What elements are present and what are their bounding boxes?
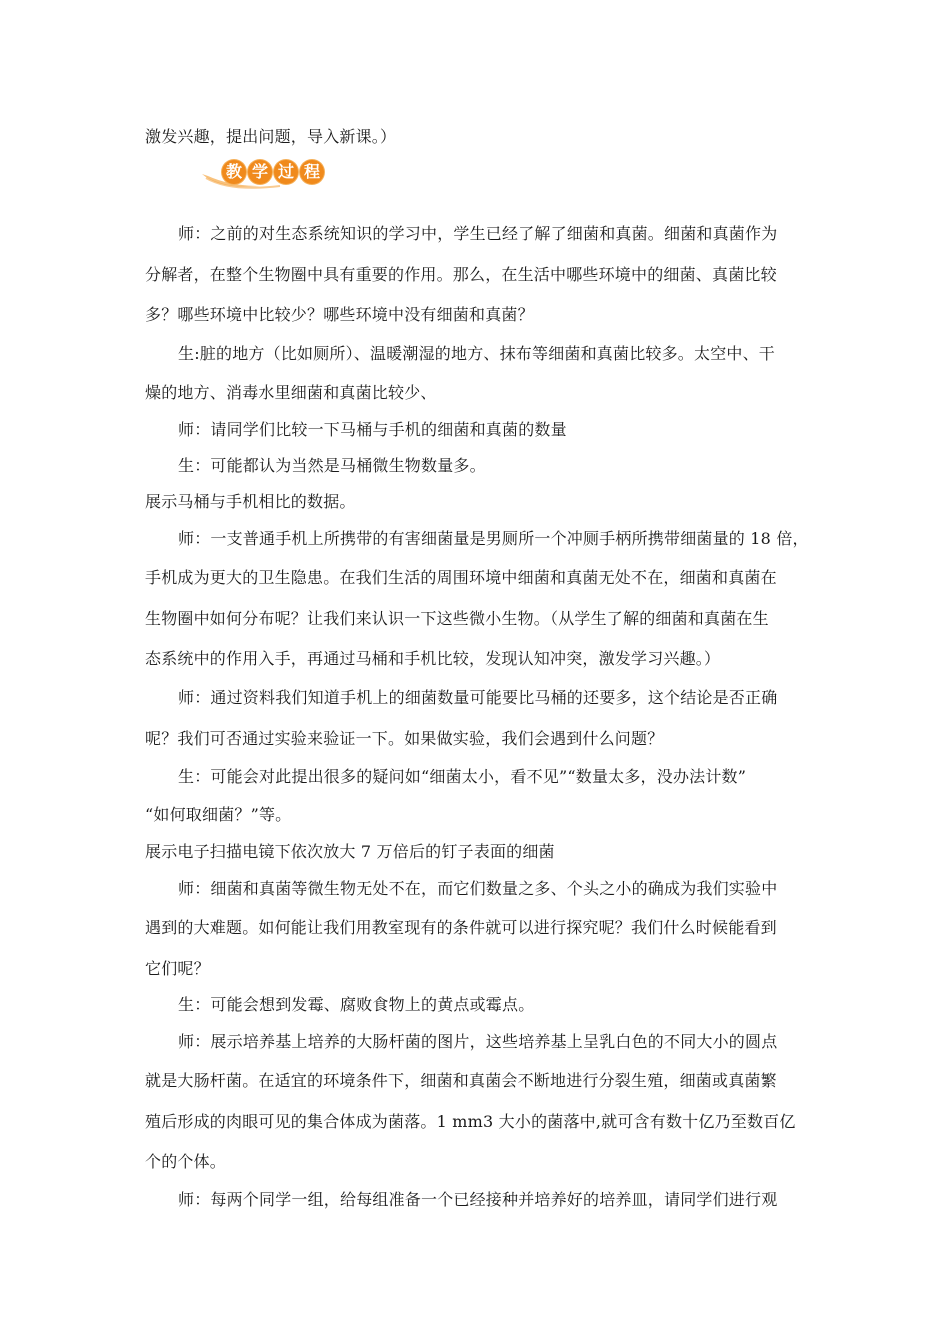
paragraph-line: 遇到的大难题。如何能让我们用教室现有的条件就可以进行探究呢？我们什么时候能看到 (145, 918, 777, 937)
paragraph-line: 生：可能会想到发霉、腐败食物上的黄点或霉点。 (178, 995, 535, 1014)
paragraph-line: 呢？我们可否通过实验来验证一下。如果做实验，我们会遇到什么问题？ (145, 729, 664, 748)
heading-char: 过 (274, 160, 298, 184)
paragraph-line: 师：通过资料我们知道手机上的细菌数量可能要比马桶的还要多，这个结论是否正确 (178, 688, 778, 707)
paragraph-line: 展示马桶与手机相比的数据。 (145, 492, 356, 511)
heading-char: 学 (248, 160, 272, 184)
paragraph-line: 分解者，在整个生物圈中具有重要的作用。那么，在生活中哪些环境中的细菌、真菌比较 (145, 265, 777, 284)
paragraph-line: 生：可能都认为当然是马桶微生物数量多。 (178, 456, 486, 475)
paragraph-line: “如何取细菌？”等。 (145, 805, 292, 824)
paragraph-line: 师：细菌和真菌等微生物无处不在，而它们数量之多、个头之小的确成为我们实验中 (178, 879, 778, 898)
paragraph-line: 师：展示培养基上培养的大肠杆菌的图片，这些培养基上呈乳白色的不同大小的圆点 (178, 1032, 778, 1051)
paragraph-line: 手机成为更大的卫生隐患。在我们生活的周围环境中细菌和真菌无处不在，细菌和真菌在 (145, 568, 777, 587)
paragraph-line: 燥的地方、消毒水里细菌和真菌比较少、 (145, 383, 437, 402)
section-heading (200, 156, 330, 192)
paragraph-line: 就是大肠杆菌。在适宜的环境条件下，细菌和真菌会不断地进行分裂生殖，细菌或真菌繁 (145, 1071, 777, 1090)
paragraph-line: 多？哪些环境中比较少？哪些环境中没有细菌和真菌？ (145, 305, 534, 324)
heading-char: 程 (300, 160, 324, 184)
intro-line: 激发兴趣，提出问题，导入新课。） (145, 127, 397, 146)
paragraph-line: 生:脏的地方（比如厕所）、温暖潮湿的地方、抹布等细菌和真菌比较多。太空中、干 (178, 344, 775, 363)
heading-char: 教 (222, 160, 246, 184)
paragraph-line: 殖后形成的肉眼可见的集合体成为菌落。1 mm3 大小的菌落中,就可含有数十亿乃至数百亿 (145, 1112, 796, 1131)
paragraph-line: 态系统中的作用入手，再通过马桶和手机比较，发现认知冲突，激发学习兴趣。） (145, 649, 721, 668)
paragraph-line: 师：一支普通手机上所携带的有害细菌量是男厕所一个冲厕手柄所携带细菌量的 18 倍， (178, 529, 809, 548)
paragraph-line: 生：可能会对此提出很多的疑问如“细菌太小，看不见”“数量太多，没办法计数” (178, 767, 747, 786)
paragraph-line: 个的个体。 (145, 1152, 227, 1171)
paragraph-line: 师：请同学们比较一下马桶与手机的细菌和真菌的数量 (178, 420, 567, 439)
paragraph-line: 师：每两个同学一组，给每组准备一个已经接种并培养好的培养皿，请同学们进行观 (178, 1190, 778, 1209)
paragraph-line: 师：之前的对生态系统知识的学习中，学生已经了解了细菌和真菌。细菌和真菌作为 (178, 224, 778, 243)
section-heading-title (222, 160, 324, 184)
paragraph-line: 展示电子扫描电镜下依次放大 7 万倍后的钉子表面的细菌 (145, 842, 555, 861)
paragraph-line: 生物圈中如何分布呢？让我们来认识一下这些微小生物。（从学生了解的细菌和真菌在生 (145, 609, 769, 628)
paragraph-line: 它们呢？ (145, 959, 210, 978)
